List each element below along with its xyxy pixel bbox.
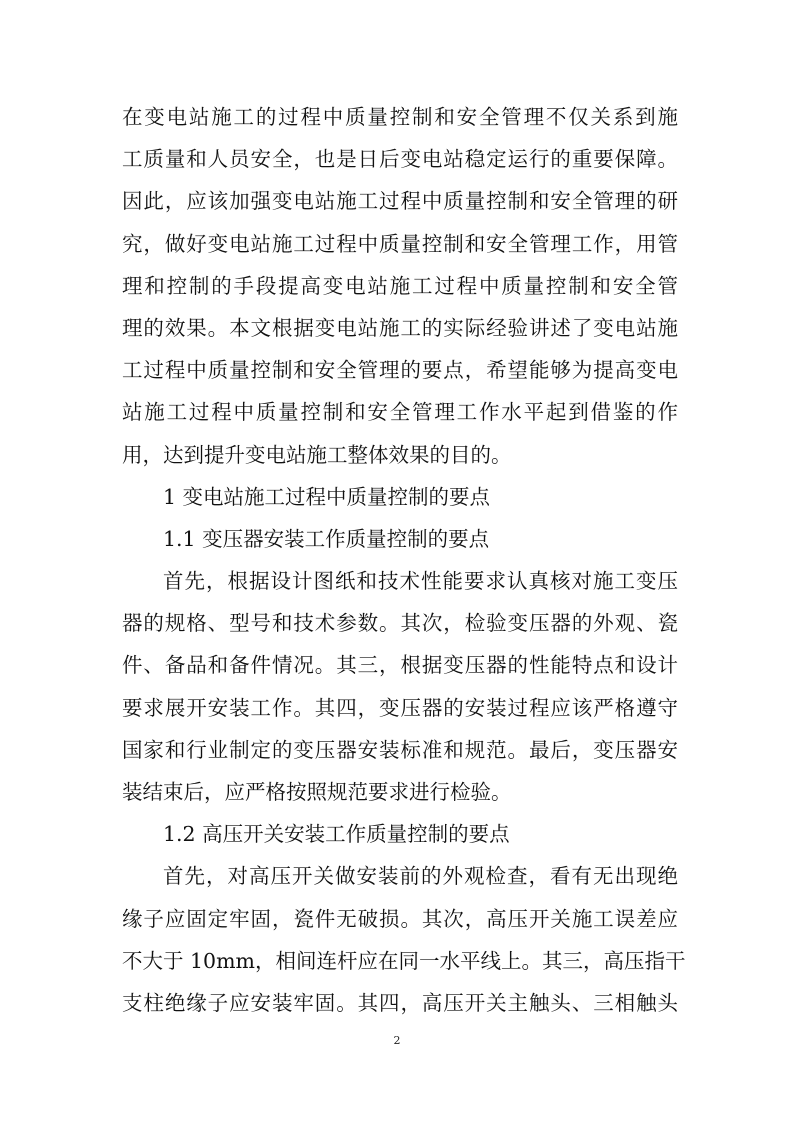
text-line: 理的效果。本文根据变电站施工的实际经验讲述了变电站施 — [122, 315, 678, 340]
text-line: 不大于 10mm，相间连杆应在同一水平线上。其三，高压指干 — [122, 948, 686, 973]
text-line: 缘子应固定牢固，瓷件无破损。其次，高压开关施工误差应 — [122, 906, 678, 931]
text-line: 站施工过程中质量控制和安全管理工作水平起到借鉴的作 — [122, 400, 678, 425]
text-line: 装结束后，应严格按照规范要求进行检验。 — [122, 780, 512, 804]
body-text — [122, 96, 686, 1024]
text-line: 因此，应该加强变电站施工过程中质量控制和安全管理的研 — [122, 189, 678, 214]
subsection-heading: 1.1 变压器安装工作质量控制的要点 — [163, 526, 490, 551]
text-line: 首先，根据设计图纸和技术性能要求认真核对施工变压 — [163, 569, 678, 594]
text-line: 在变电站施工的过程中质量控制和安全管理不仅关系到施 — [122, 105, 678, 129]
text-line: 首先，对高压开关做安装前的外观检查，看有无出现绝 — [163, 864, 678, 889]
text-line: 要求展开安装工作。其四，变压器的安装过程应该严格遵守 — [122, 695, 678, 720]
text-line: 理和控制的手段提高变电站施工过程中质量控制和安全管 — [122, 273, 678, 298]
text-line: 器的规格、型号和技术参数。其次，检验变压器的外观、瓷 — [122, 611, 678, 636]
text-line: 国家和行业制定的变压器安装标准和规范。最后，变压器安 — [122, 737, 678, 762]
text-line: 件、备品和备件情况。其三，根据变压器的性能特点和设计 — [122, 653, 678, 678]
text-line: 用，达到提升变电站施工整体效果的目的。 — [122, 442, 512, 467]
page-number: 2 — [393, 1034, 401, 1047]
text-line: 究，做好变电站施工过程中质量控制和安全管理工作，用管 — [122, 231, 678, 256]
text-line: 工过程中质量控制和安全管理的要点，希望能够为提高变电 — [122, 358, 678, 383]
subsection-heading: 1.2 高压开关安装工作质量控制的要点 — [163, 822, 510, 847]
section-heading: 1 变电站施工过程中质量控制的要点 — [163, 484, 491, 509]
text-line: 支柱绝缘子应安装牢固。其四，高压开关主触头、三相触头 — [122, 990, 678, 1015]
text-line: 工质量和人员安全，也是日后变电站稳定运行的重要保障。 — [122, 147, 678, 172]
